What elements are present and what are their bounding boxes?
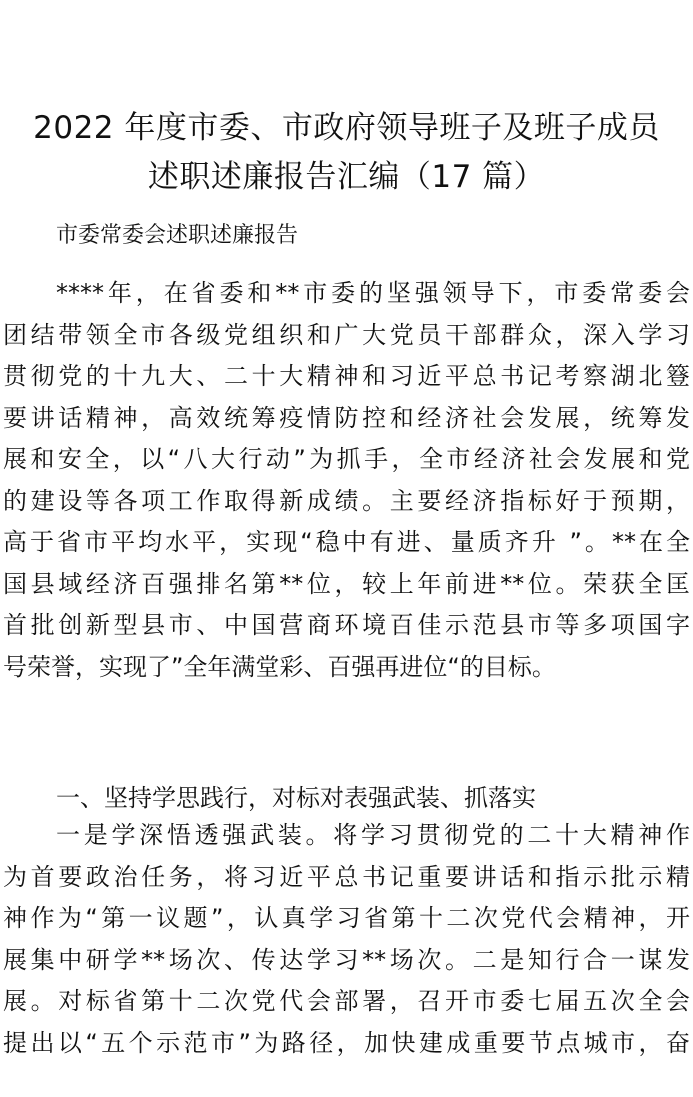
paragraph-line: 展集中研学**场次、传达学习**场次。二是知行合一谋发 xyxy=(3,945,690,974)
document-title-line-2: 述职述廉报告汇编（17 篇） xyxy=(147,159,546,195)
paragraph-2 xyxy=(0,815,693,1064)
report-subtitle: 市委常委会述职述廉报告 xyxy=(56,223,299,248)
paragraph-line: 高于省市平均水平，实现“稳中有进、量质齐升 ”。**在全 xyxy=(3,528,690,556)
paragraph-line: 国县域经济百强排名第**位，较上年前进**位。荣获全匡 xyxy=(3,569,690,598)
paragraph-line: ****年，在省委和**市委的坚强领导下，市委常委会 xyxy=(56,279,690,307)
paragraph-line: 展。对标省第十二次党代会部署，召开市委七届五次全会 xyxy=(3,987,690,1015)
section-heading: 一、坚持学思践行，对标对表强武装、抓落实 xyxy=(56,784,536,812)
paragraph-line: 为首要政治任务，将习近平总书记重要讲话和指示批示精 xyxy=(3,862,690,891)
document-title-line-1: 2022 年度市委、市政府领导班子及班子成员 xyxy=(33,110,660,146)
paragraph-line: 的建设等各项工作取得新成绩。主要经济指标好于预期， xyxy=(3,486,690,515)
paragraph-line: 提出以“五个示范市”为路径，加快建成重要节点城市，奋 xyxy=(3,1028,690,1057)
paragraph-line: 贯彻党的十九大、二十大精神和习近平总书记考察湖北簦 xyxy=(3,362,690,390)
paragraph-line: 神作为“第一议题”，认真学习省第十二次党代会精神，开 xyxy=(3,904,690,932)
paragraph-line: 一是学深悟透强武装。将学习贯彻党的二十大精神作 xyxy=(56,821,690,849)
paragraph-1 xyxy=(0,273,693,688)
paragraph-line: 团结带领全市各级党组织和广大党员干部群众，深入学习 xyxy=(3,320,690,349)
paragraph-line: 号荣誉，实现了”全年满堂彩、百强再进位“的目标。 xyxy=(3,652,556,681)
paragraph-line: 首批创新型县市、中国营商环境百佳示范县市等多项国字 xyxy=(3,611,690,639)
paragraph-line: 要讲话精神，高效统筹疫情防控和经济社会发展，统筹发 xyxy=(3,403,690,432)
paragraph-line: 展和安全，以“八大行动”为抓手，全市经济社会发展和党 xyxy=(3,445,690,473)
